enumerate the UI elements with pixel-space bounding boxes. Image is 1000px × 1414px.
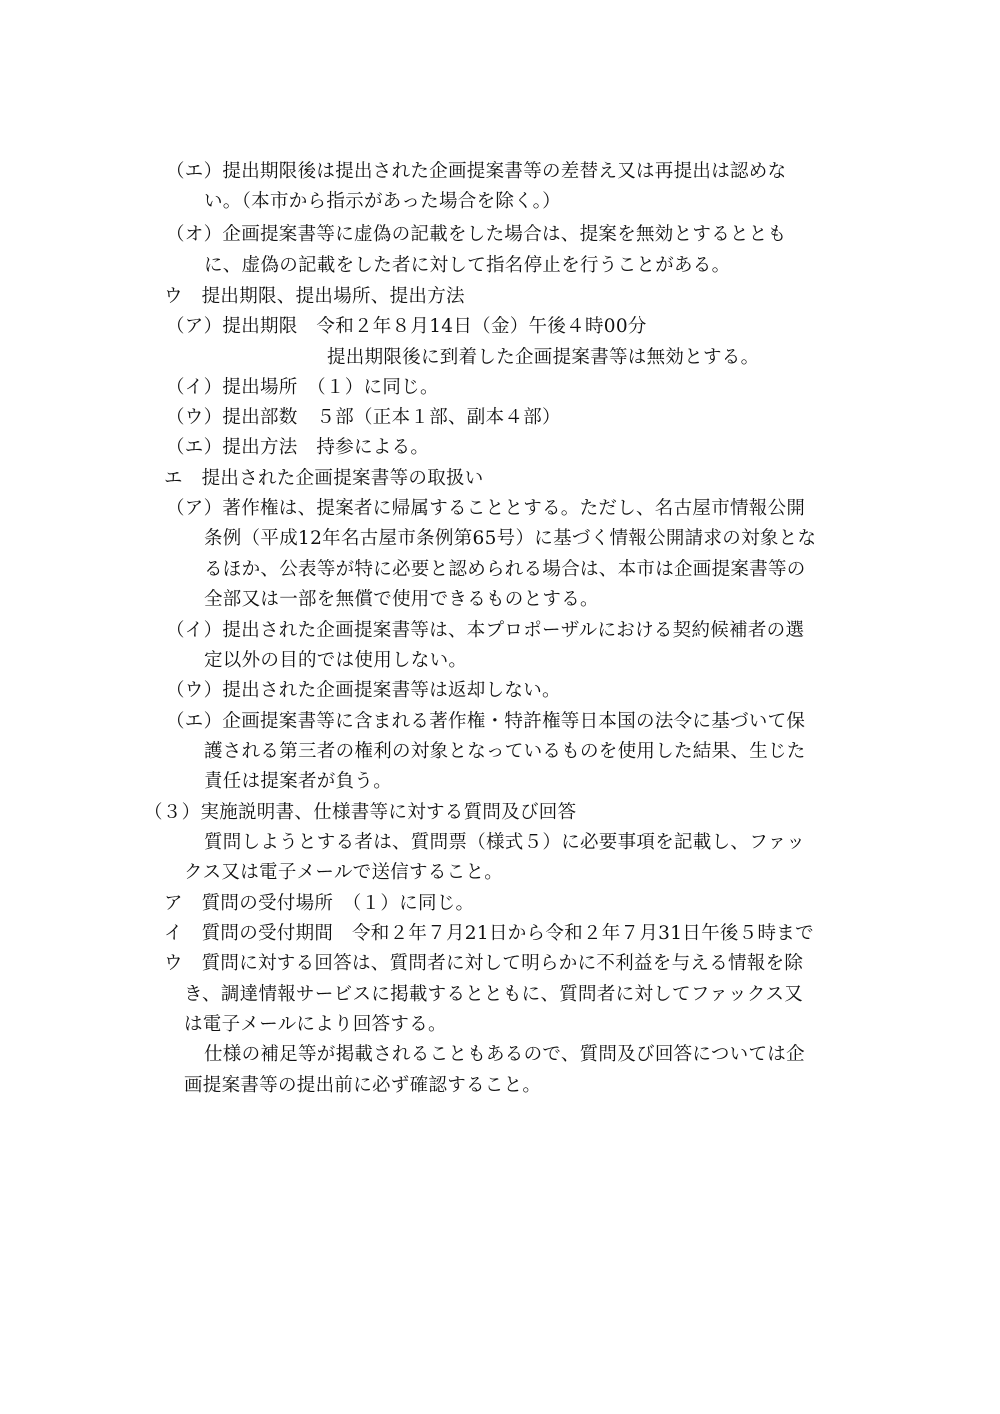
text-line: （ウ）提出部数 ５部（正本１部、副本４部）	[166, 407, 561, 428]
text-line: 画提案書等の提出前に必ず確認すること。	[184, 1075, 542, 1096]
text-line: 全部又は一部を無償で使用できるものとする。	[204, 589, 599, 610]
text-line: るほか、公表等が特に必要と認められる場合は、本市は企画提案書等の	[204, 559, 806, 580]
text-line: 仕様の補足等が掲載されることもあるので、質問及び回答については企	[204, 1044, 805, 1065]
text-line: （オ）企画提案書等に虚偽の記載をした場合は、提案を無効とするととも	[166, 224, 787, 245]
text-line: （エ）企画提案書等に含まれる著作権・特許権等日本国の法令に基づいて保	[166, 711, 806, 732]
text-line: 提出期限後に到着した企画提案書等は無効とする。	[327, 347, 760, 368]
text-line: （エ）提出方法 持参による。	[166, 437, 430, 458]
heading-line: エ 提出された企画提案書等の取扱い	[164, 468, 484, 489]
text-line: は電子メールにより回答する。	[184, 1014, 447, 1035]
section-heading: （３）実施説明書、仕様書等に対する質問及び回答	[144, 802, 577, 823]
text-line: （ウ）提出された企画提案書等は返却しない。	[166, 680, 561, 701]
text-line: （ア）著作権は、提案者に帰属することとする。ただし、名古屋市情報公開	[166, 498, 806, 519]
text-line: き、調達情報サービスに掲載するとともに、質問者に対してファックス又	[184, 984, 804, 1005]
heading-line: イ 質問の受付期間 令和２年７月21日から令和２年７月31日午後５時まで	[164, 923, 814, 944]
text-line: （ア）提出期限 令和２年８月14日（金）午後４時00分	[166, 316, 647, 337]
text-line: 定以外の目的では使用しない。	[204, 650, 468, 671]
text-line: 護される第三者の権利の対象となっているものを使用した結果、生じた	[204, 741, 806, 762]
text-line: クス又は電子メールで送信すること。	[184, 862, 504, 883]
text-line: 条例（平成12年名古屋市条例第65号）に基づく情報公開請求の対象とな	[204, 528, 817, 549]
heading-line: ア 質問の受付場所 （１）に同じ。	[164, 893, 475, 914]
text-line: （イ）提出された企画提案書等は、本プロポーザルにおける契約候補者の選	[166, 620, 805, 641]
text-line: （エ）提出期限後は提出された企画提案書等の差替え又は再提出は認めな	[166, 161, 787, 182]
text-line: 責任は提案者が負う。	[204, 771, 393, 792]
heading-line: ウ 提出期限、提出場所、提出方法	[164, 286, 465, 307]
text-line: い。（本市から指示があった場合を除く。）	[204, 191, 561, 212]
text-line: （イ）提出場所 （１）に同じ。	[166, 377, 439, 398]
text-line: に、虚偽の記載をした者に対して指名停止を行うことがある。	[204, 255, 731, 276]
heading-line: ウ 質問に対する回答は、質問者に対して明らかに不利益を与える情報を除	[164, 953, 804, 974]
text-line: 質問しようとする者は、質問票（様式５）に必要事項を記載し、ファッ	[204, 832, 806, 853]
